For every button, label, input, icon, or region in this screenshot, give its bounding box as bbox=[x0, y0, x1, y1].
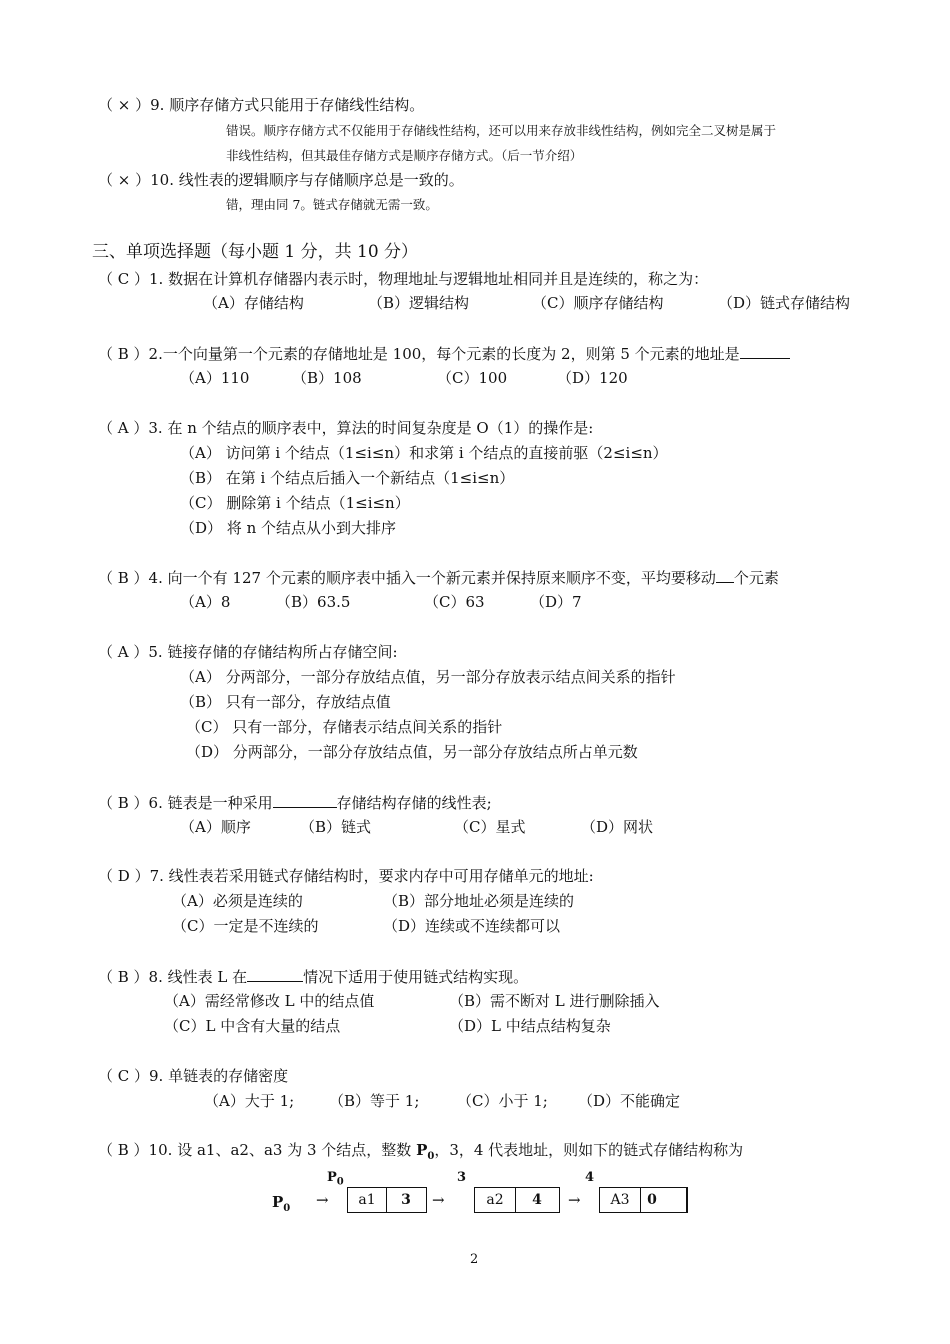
q5-option-a: （A） 分两部分，一部分存放结点值，另一部分存放表示结点间关系的指针 bbox=[180, 668, 676, 686]
q9-option-d: （D）不能确定 bbox=[578, 1092, 681, 1110]
q4-option-a: （A）8 bbox=[180, 593, 231, 611]
q10-text-a: 设 a1、a2、a3 为 3 个结点，整数 bbox=[177, 1141, 412, 1159]
q2-option-d: （D）120 bbox=[557, 369, 628, 387]
node-1 bbox=[347, 1187, 427, 1213]
q8-text-b: 情况下适用于使用链式结构实现。 bbox=[303, 968, 529, 986]
q4-option-c: （C）63 bbox=[424, 593, 485, 611]
node-2 bbox=[474, 1187, 560, 1213]
q4-text-b: 个元素 bbox=[733, 569, 779, 587]
question-8 bbox=[98, 967, 528, 986]
question-4 bbox=[98, 568, 779, 587]
node-1-address-sub: 0 bbox=[336, 1176, 344, 1188]
node-2-address: 3 bbox=[457, 1170, 467, 1185]
q6-option-a: （A）顺序 bbox=[180, 818, 251, 836]
q8-option-a: （A）需经常修改 L 中的结点值 bbox=[164, 992, 375, 1010]
q3-option-d: （D） 将 n 个结点从小到大排序 bbox=[180, 519, 396, 537]
q5-option-d: （D） 分两部分，一部分存放结点值，另一部分存放结点所占单元数 bbox=[186, 743, 638, 761]
q3-text: 在 n 个结点的顺序表中，算法的时间复杂度是 O（1）的操作是: bbox=[167, 419, 594, 437]
q10-p: P bbox=[416, 1141, 428, 1159]
q1-option-c: （C）顺序存储结构 bbox=[532, 294, 664, 312]
q5-option-c: （C） 只有一部分，存储表示结点间关系的指针 bbox=[186, 718, 503, 736]
tf-q9-text: 顺序存储方式只能用于存储线性结构。 bbox=[169, 96, 425, 114]
q9-text: 单链表的存储密度 bbox=[168, 1067, 289, 1085]
diagram-head-sub: 0 bbox=[283, 1203, 291, 1214]
q5-option-b: （B） 只有一部分，存放结点值 bbox=[180, 693, 391, 711]
node-2-value: a2 bbox=[486, 1192, 504, 1208]
q9-answer: （ C ）9. bbox=[98, 1067, 164, 1085]
question-1 bbox=[98, 270, 708, 288]
q2-blank bbox=[740, 344, 790, 359]
q4-text-a: 向一个有 127 个元素的顺序表中插入一个新元素并保持原来顺序不变，平均要移动 bbox=[167, 569, 716, 587]
q7-text: 线性表若采用链式存储结构时，要求内存中可用存储单元的地址: bbox=[168, 867, 594, 885]
q3-option-a: （A） 访问第 i 个结点（1≤i≤n）和求第 i 个结点的直接前驱（2≤i≤n） bbox=[180, 444, 668, 462]
tf-q9-mark: （ × ）9. bbox=[98, 96, 165, 114]
node-3-value: A3 bbox=[610, 1192, 630, 1208]
q6-option-d: （D）网状 bbox=[581, 818, 654, 836]
q6-text-b: 存储结构存储的线性表; bbox=[336, 794, 492, 812]
node-3 bbox=[599, 1187, 688, 1213]
q4-option-b: （B）63.5 bbox=[276, 593, 351, 611]
q4-option-d: （D）7 bbox=[530, 593, 582, 611]
q8-answer: （ B ）8. bbox=[98, 968, 163, 986]
q9-option-a: （A）大于 1; bbox=[204, 1092, 295, 1110]
q6-blank bbox=[273, 793, 337, 808]
q1-option-b: （B）逻辑结构 bbox=[368, 294, 470, 312]
question-7 bbox=[98, 867, 594, 885]
diagram-head-pointer bbox=[272, 1193, 290, 1218]
q7-option-d: （D）连续或不连续都可以 bbox=[383, 917, 561, 935]
arrow-icon: → bbox=[316, 1191, 329, 1209]
node-2-next: 4 bbox=[532, 1192, 542, 1208]
q4-blank bbox=[716, 568, 734, 583]
question-5 bbox=[98, 643, 398, 661]
q8-option-b: （B）需不断对 L 进行删除插入 bbox=[449, 992, 660, 1010]
q3-answer: （ A ）3. bbox=[98, 419, 163, 437]
q7-answer: （ D ）7. bbox=[98, 867, 164, 885]
q9-option-c: （C）小于 1; bbox=[457, 1092, 548, 1110]
q2-option-c: （C）100 bbox=[437, 369, 508, 387]
q1-answer: （ C ）1. bbox=[98, 270, 164, 288]
q2-option-a: （A）110 bbox=[180, 369, 250, 387]
q7-option-b: （B）部分地址必须是连续的 bbox=[383, 892, 575, 910]
q3-option-b: （B） 在第 i 个结点后插入一个新结点（1≤i≤n） bbox=[180, 469, 515, 487]
question-10 bbox=[98, 1141, 743, 1166]
diagram-head-label: P bbox=[272, 1193, 284, 1211]
arrow-icon: → bbox=[432, 1191, 445, 1209]
tf-q10-mark: （ × ）10. bbox=[98, 171, 174, 189]
q8-blank bbox=[247, 967, 303, 982]
node-3-next: 0 bbox=[647, 1192, 657, 1208]
node-1-address bbox=[327, 1169, 344, 1192]
question-9 bbox=[98, 1067, 288, 1085]
q7-option-c: （C）一定是不连续的 bbox=[172, 917, 319, 935]
q6-option-c: （C）星式 bbox=[454, 818, 526, 836]
arrow-icon: → bbox=[568, 1191, 581, 1209]
q10-p-sub: 0 bbox=[427, 1151, 435, 1162]
q1-text: 数据在计算机存储器内表示时，物理地址与逻辑地址相同并且是连续的，称之为： bbox=[168, 270, 709, 288]
q1-option-d: （D）链式存储结构 bbox=[718, 294, 851, 312]
q9-option-b: （B）等于 1; bbox=[329, 1092, 420, 1110]
q5-text: 链接存储的存储结构所占存储空间: bbox=[167, 643, 398, 661]
tf-q10-note: 错，理由同 7。链式存储就无需一致。 bbox=[226, 197, 438, 212]
q10-answer: （ B ）10. bbox=[98, 1141, 173, 1159]
node-1-value: a1 bbox=[358, 1192, 376, 1208]
page-number: 2 bbox=[470, 1252, 479, 1267]
tf-q10-text: 线性表的逻辑顺序与存储顺序总是一致的。 bbox=[178, 171, 464, 189]
q6-answer: （ B ）6. bbox=[98, 794, 163, 812]
node-3-address: 4 bbox=[585, 1170, 595, 1185]
q7-option-a: （A）必须是连续的 bbox=[172, 892, 303, 910]
q10-text-b: ，3，4 代表地址，则如下的链式存储结构称为 bbox=[434, 1141, 744, 1159]
q1-option-a: （A）存储结构 bbox=[203, 294, 304, 312]
tf-q9-note-1: 错误。顺序存储方式不仅能用于存储线性结构，还可以用来存放非线性结构，例如完全二叉树是属于 bbox=[226, 123, 777, 138]
question-3 bbox=[98, 419, 593, 437]
q3-option-c: （C） 删除第 i 个结点（1≤i≤n） bbox=[180, 494, 410, 512]
node-1-address-label: P bbox=[327, 1170, 337, 1185]
section-title: 三、单项选择题（每小题 1 分，共 10 分） bbox=[92, 242, 419, 262]
q2-text: 一个向量第一个元素的存储地址是 100，每个元素的长度为 2，则第 5 个元素的地址是 bbox=[162, 345, 740, 363]
q4-answer: （ B ）4. bbox=[98, 569, 163, 587]
tf-q9-note-2: 非线性结构，但其最佳存储方式是顺序存储方式。（后一节介绍） bbox=[226, 148, 583, 163]
q5-answer: （ A ）5. bbox=[98, 643, 163, 661]
q8-option-d: （D）L 中结点结构复杂 bbox=[449, 1017, 611, 1035]
q6-text-a: 链表是一种采用 bbox=[167, 794, 273, 812]
tf-q9 bbox=[98, 96, 424, 114]
q2-option-b: （B）108 bbox=[292, 369, 362, 387]
q10-p-label bbox=[416, 1141, 435, 1162]
question-6 bbox=[98, 793, 492, 812]
q8-text-a: 线性表 L 在 bbox=[167, 968, 248, 986]
question-2 bbox=[98, 344, 790, 363]
q2-answer: （ B ）2. bbox=[98, 345, 163, 363]
q8-option-c: （C）L 中含有大量的结点 bbox=[164, 1017, 341, 1035]
q6-option-b: （B）链式 bbox=[300, 818, 372, 836]
node-1-next: 3 bbox=[401, 1192, 411, 1208]
tf-q10 bbox=[98, 171, 464, 189]
